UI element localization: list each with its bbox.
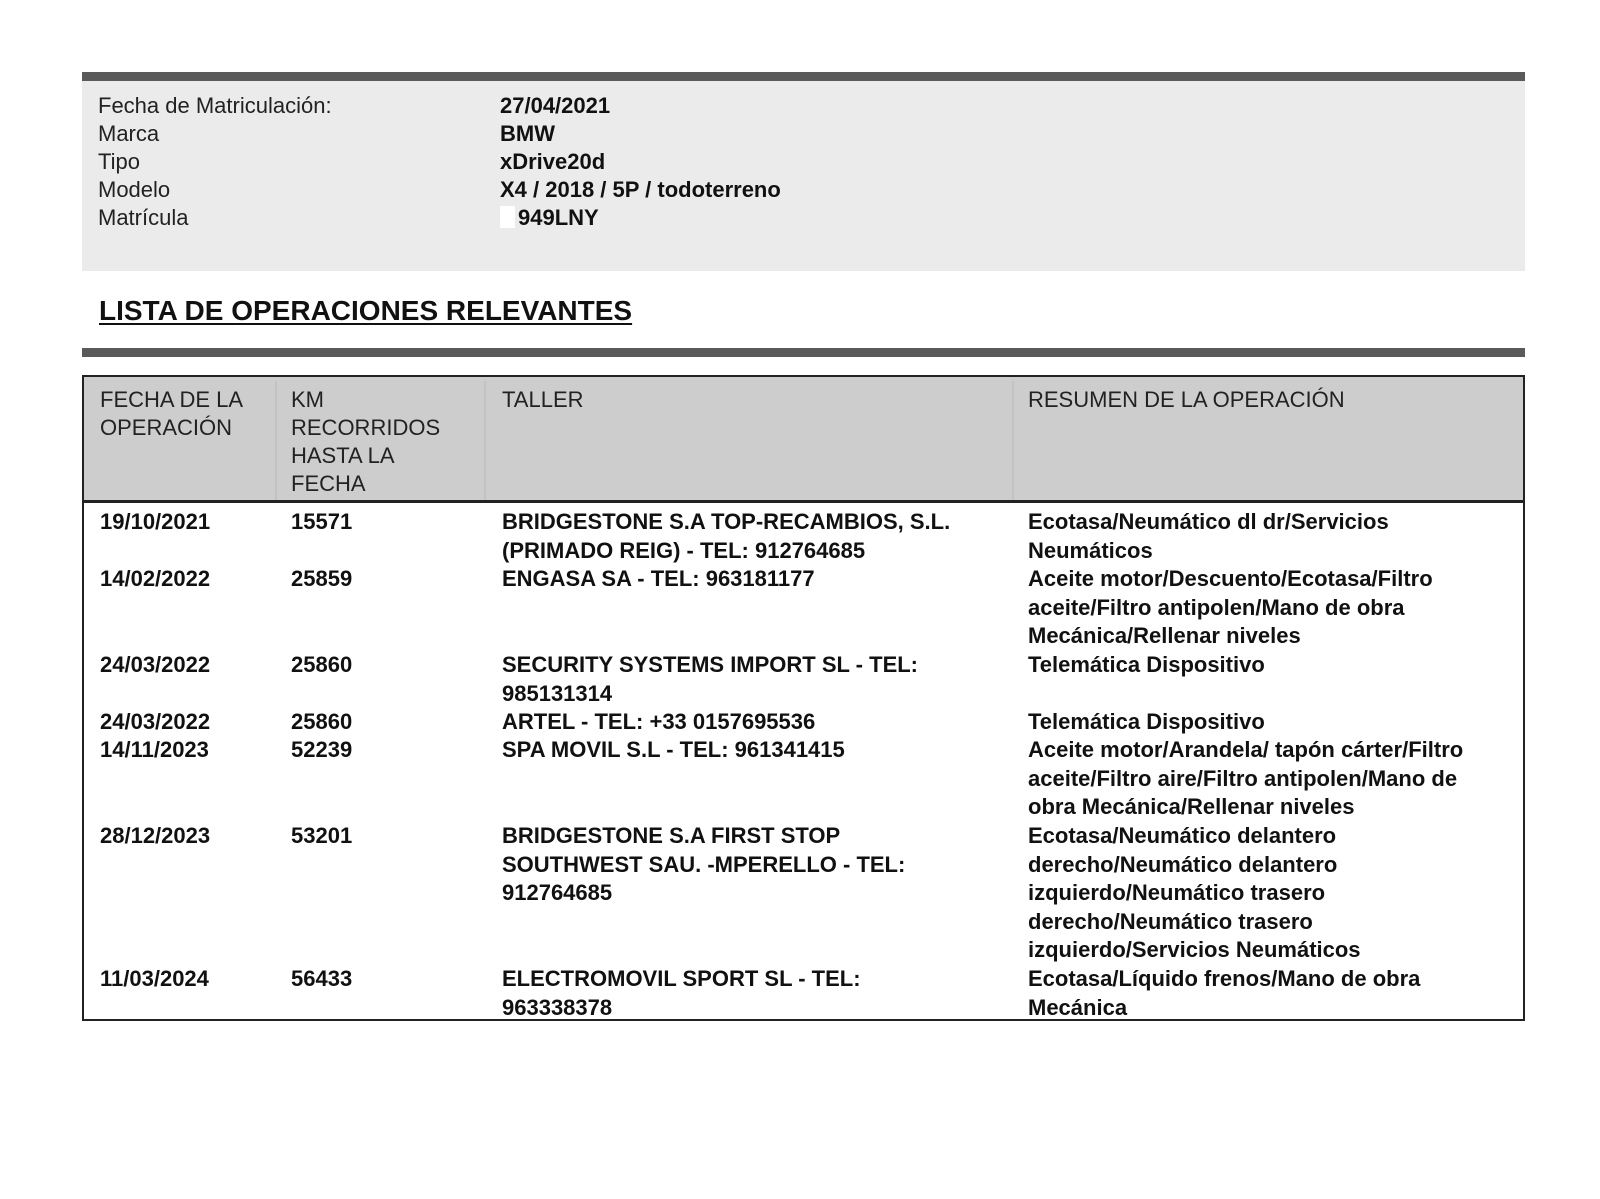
cell-line: Ecotasa/Neumático delantero (1028, 823, 1337, 848)
section-divider (82, 348, 1525, 357)
header-line: TALLER (502, 387, 584, 412)
cell-date: 11/03/2024 (100, 966, 209, 991)
cell-line: obra Mecánica/Rellenar niveles (1028, 794, 1355, 819)
cell-date: 14/02/2022 (100, 566, 211, 591)
info-label: Fecha de Matriculación: (98, 93, 332, 118)
cell-line: Mecánica/Rellenar niveles (1028, 623, 1301, 648)
cell-date: 14/11/2023 (100, 737, 209, 762)
header-line: KM (291, 387, 324, 412)
info-value: X4 / 2018 / 5P / todoterreno (500, 177, 781, 202)
cell-line: Neumáticos (1028, 537, 1153, 563)
cell-line: Telemática Dispositivo (1028, 709, 1265, 734)
operations-table (82, 375, 1525, 1021)
header-fecha (100, 386, 280, 442)
cell-line: (PRIMADO REIG) - TEL: 912764685 (502, 537, 866, 563)
cell-line: derecho/Neumático delantero (1028, 851, 1338, 877)
cell-line: ENGASA SA - TEL: 963181177 (502, 566, 815, 591)
cell-line: derecho/Neumático trasero (1028, 908, 1313, 934)
header-line: FECHA DE LA (100, 387, 244, 412)
cell-line: aceite/Filtro aire/Filtro antipolen/Mano de (1028, 765, 1458, 791)
cell-line: SOUTHWEST SAU. -MPERELLO - TEL: (502, 851, 906, 877)
cell-km: 25860 (291, 652, 353, 677)
info-value-plate (500, 204, 599, 232)
cell-resumen (1028, 565, 1518, 651)
cell-line: 963338378 (502, 994, 613, 1020)
header-line: OPERACIÓN (100, 415, 233, 440)
header-line: FECHA (291, 471, 366, 496)
info-label: Marca (98, 121, 160, 146)
info-label: Tipo (98, 149, 140, 174)
cell-resumen (1028, 708, 1518, 737)
top-divider (82, 72, 1525, 81)
cell-line: izquierdo/Neumático trasero (1028, 880, 1326, 905)
vehicle-info-panel (82, 81, 1525, 271)
info-label: Modelo (98, 177, 171, 202)
cell-date: 28/12/2023 (100, 823, 211, 848)
cell-date: 24/03/2022 (100, 652, 211, 677)
cell-resumen (1028, 508, 1518, 565)
redaction-mask (500, 206, 515, 228)
cell-line: Aceite motor/Arandela/ tapón cárter/Filtro (1028, 737, 1464, 762)
header-taller (502, 386, 1022, 414)
cell-km: 52239 (291, 737, 353, 762)
info-value: 27/04/2021 (500, 93, 611, 118)
cell-line: SECURITY SYSTEMS IMPORT SL - TEL: (502, 652, 919, 677)
cell-line: Ecotasa/Líquido frenos/Mano de obra (1028, 966, 1421, 991)
cell-taller (502, 651, 1022, 708)
section-title: LISTA DE OPERACIONES RELEVANTES (99, 295, 633, 326)
cell-line: 985131314 (502, 680, 613, 706)
cell-taller (502, 965, 1022, 1022)
header-line: HASTA LA (291, 443, 395, 468)
cell-km: 53201 (291, 823, 353, 848)
cell-km: 56433 (291, 966, 353, 991)
cell-line: 912764685 (502, 880, 613, 905)
table-header (84, 377, 1523, 503)
header-km (291, 386, 491, 498)
cell-line: SPA MOVIL S.L - TEL: 961341415 (502, 737, 845, 762)
cell-line: Ecotasa/Neumático dl dr/Servicios (1028, 509, 1389, 534)
info-value: xDrive20d (500, 149, 606, 174)
cell-resumen (1028, 822, 1518, 965)
cell-line: BRIDGESTONE S.A FIRST STOP (502, 823, 841, 848)
cell-resumen (1028, 651, 1518, 680)
plate-number: 949LNY (518, 205, 599, 230)
info-label: Matrícula (98, 205, 189, 230)
cell-line: izquierdo/Servicios Neumáticos (1028, 937, 1361, 962)
header-line: RESUMEN DE LA OPERACIÓN (1028, 387, 1345, 412)
cell-taller (502, 708, 1022, 737)
cell-line: BRIDGESTONE S.A TOP-RECAMBIOS, S.L. (502, 509, 951, 534)
cell-resumen (1028, 736, 1518, 822)
cell-line: Telemática Dispositivo (1028, 652, 1265, 677)
cell-km: 25859 (291, 566, 353, 591)
cell-taller (502, 822, 1022, 908)
cell-date: 19/10/2021 (100, 509, 211, 534)
cell-line: ELECTROMOVIL SPORT SL - TEL: (502, 966, 861, 991)
cell-line: Aceite motor/Descuento/Ecotasa/Filtro (1028, 566, 1433, 591)
cell-taller (502, 736, 1022, 765)
cell-taller (502, 508, 1022, 565)
cell-km: 25860 (291, 709, 353, 734)
cell-line: Mecánica (1028, 994, 1128, 1020)
cell-date: 24/03/2022 (100, 709, 211, 734)
header-resumen (1028, 386, 1518, 414)
cell-resumen (1028, 965, 1518, 1022)
info-value: BMW (500, 121, 555, 146)
cell-taller (502, 565, 1022, 594)
cell-line: ARTEL - TEL: +33 0157695536 (502, 709, 816, 734)
cell-km: 15571 (291, 509, 353, 534)
header-line: RECORRIDOS (291, 415, 441, 440)
cell-line: aceite/Filtro antipolen/Mano de obra (1028, 594, 1405, 620)
